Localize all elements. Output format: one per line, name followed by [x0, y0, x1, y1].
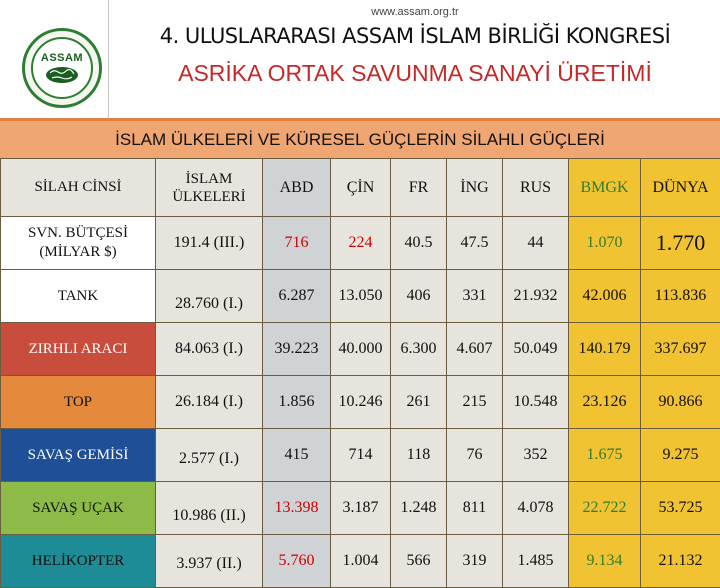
- cell-abd: [263, 482, 331, 535]
- cell-rus: [503, 429, 569, 482]
- cell-cin: [331, 429, 391, 482]
- cell-rus-value: 352: [524, 446, 548, 464]
- row-label-text: HELİKOPTER: [32, 553, 125, 570]
- row-label-helikopter: [1, 535, 156, 588]
- cell-ing: 811: [447, 482, 503, 535]
- cell-abd: 1.856: [263, 376, 331, 429]
- row-label-ucak: [1, 482, 156, 535]
- row-label-tank: [1, 270, 156, 323]
- cell-rus: 44: [503, 217, 569, 270]
- cell-rus: 21.932: [503, 270, 569, 323]
- cell-islam: 191.4 (III.): [156, 217, 263, 270]
- row-label-top: TOP: [1, 376, 156, 429]
- cell-dunya: 53.725: [641, 482, 720, 535]
- cell-islam: [156, 535, 263, 588]
- cell-abd-value: 13.398: [275, 499, 319, 517]
- table-row: [1, 376, 720, 429]
- cell-fr: 261: [391, 376, 447, 429]
- cell-rus: 1.485: [503, 535, 569, 588]
- cell-islam: [156, 482, 263, 535]
- cell-ing: 319: [447, 535, 503, 588]
- cell-dunya: 90.866: [641, 376, 720, 429]
- cell-ing: 47.5: [447, 217, 503, 270]
- cell-islam-value: 2.577 (I.): [179, 442, 239, 468]
- cell-cin: 3.187: [331, 482, 391, 535]
- header-ing: İNG: [447, 159, 503, 217]
- cell-islam: [156, 270, 263, 323]
- cell-abd: [263, 429, 331, 482]
- row-label-butce: SVN. BÜTÇESİ (MİLYAR $): [1, 217, 156, 270]
- table-row: [1, 270, 720, 323]
- cell-ing-value: 76: [467, 446, 483, 464]
- table-row: [1, 535, 720, 588]
- header-dunya: DÜNYA: [641, 159, 720, 217]
- logo-inner-ring: [31, 37, 93, 99]
- globe-icon: [45, 66, 79, 84]
- cell-ing: 4.607: [447, 323, 503, 376]
- cell-bmgk: 140.179: [569, 323, 641, 376]
- row-label-text: SAVAŞ UÇAK: [32, 500, 124, 517]
- logo-text: ASSAM: [41, 52, 83, 64]
- cell-fr: 6.300: [391, 323, 447, 376]
- cell-bmgk: 23.126: [569, 376, 641, 429]
- cell-islam: 26.184 (I.): [156, 376, 263, 429]
- header-islam-ulkeleri: İSLAM ÜLKELERİ: [156, 159, 263, 217]
- section-banner: İSLAM ÜLKELERİ VE KÜRESEL GÜÇLERİN SİLAHLI GÜÇLERİ: [0, 118, 720, 158]
- cell-dunya: 1.770: [641, 217, 720, 270]
- cell-ing: 331: [447, 270, 503, 323]
- assam-logo: [22, 28, 102, 108]
- cell-bmgk: 1.070: [569, 217, 641, 270]
- cell-islam: 84.063 (I.): [156, 323, 263, 376]
- table-row: [1, 217, 720, 270]
- table-header-row: [1, 159, 720, 217]
- cell-bmgk-value: 1.675: [587, 446, 623, 464]
- site-url: www.assam.org.tr: [109, 6, 720, 18]
- cell-bmgk: 22.722: [569, 482, 641, 535]
- row-label-text: TANK: [58, 288, 98, 305]
- cell-dunya: [641, 429, 720, 482]
- cell-islam-value: 10.986 (II.): [172, 491, 245, 525]
- cell-dunya: 337.697: [641, 323, 720, 376]
- slide-header: [0, 0, 720, 118]
- header-abd: ABD: [263, 159, 331, 217]
- row-label-gemi: SAVAŞ GEMİSİ: [1, 429, 156, 482]
- cell-fr: [391, 429, 447, 482]
- cell-cin: 1.004: [331, 535, 391, 588]
- cell-rus: 4.078: [503, 482, 569, 535]
- cell-islam-value: 28.760 (I.): [175, 279, 243, 313]
- cell-rus: 10.548: [503, 376, 569, 429]
- cell-fr-value: 118: [407, 446, 430, 464]
- header-silah-cinsi: SİLAH CİNSİ: [1, 159, 156, 217]
- cell-cin: 13.050: [331, 270, 391, 323]
- cell-bmgk: [569, 429, 641, 482]
- cell-abd: 5.760: [263, 535, 331, 588]
- cell-dunya: 113.836: [641, 270, 720, 323]
- cell-fr: 40.5: [391, 217, 447, 270]
- cell-cin: 40.000: [331, 323, 391, 376]
- cell-islam: [156, 429, 263, 482]
- cell-abd: 39.223: [263, 323, 331, 376]
- cell-cin-value: 714: [349, 446, 373, 464]
- table-row: [1, 482, 720, 535]
- cell-fr: 406: [391, 270, 447, 323]
- header-rus: RUS: [503, 159, 569, 217]
- table-row: [1, 429, 720, 482]
- cell-abd: 716: [263, 217, 331, 270]
- cell-rus: 50.049: [503, 323, 569, 376]
- header-bmgk: BMGK: [569, 159, 641, 217]
- cell-bmgk: 9.134: [569, 535, 641, 588]
- cell-bmgk: 42.006: [569, 270, 641, 323]
- cell-abd-value: 415: [285, 446, 309, 464]
- cell-cin: 10.246: [331, 376, 391, 429]
- cell-ing: [447, 429, 503, 482]
- cell-fr: 566: [391, 535, 447, 588]
- cell-dunya-value: 9.275: [663, 446, 699, 464]
- forces-table: [0, 158, 720, 588]
- congress-title: 4. ULUSLARARASI ASSAM İSLAM BİRLİĞİ KONGRESİ: [109, 24, 720, 48]
- cell-islam-value: 3.937 (II.): [176, 549, 241, 573]
- header-cin: ÇİN: [331, 159, 391, 217]
- header-title-frame: [108, 0, 720, 118]
- row-label-zirhli: ZIRHLI ARACI: [1, 323, 156, 376]
- cell-abd: 6.287: [263, 270, 331, 323]
- header-fr: FR: [391, 159, 447, 217]
- slide-subtitle: ASRİKA ORTAK SAVUNMA SANAYİ ÜRETİMİ: [109, 60, 720, 87]
- table-row: [1, 323, 720, 376]
- cell-ing: 215: [447, 376, 503, 429]
- cell-fr: 1.248: [391, 482, 447, 535]
- cell-cin: 224: [331, 217, 391, 270]
- cell-dunya: 21.132: [641, 535, 720, 588]
